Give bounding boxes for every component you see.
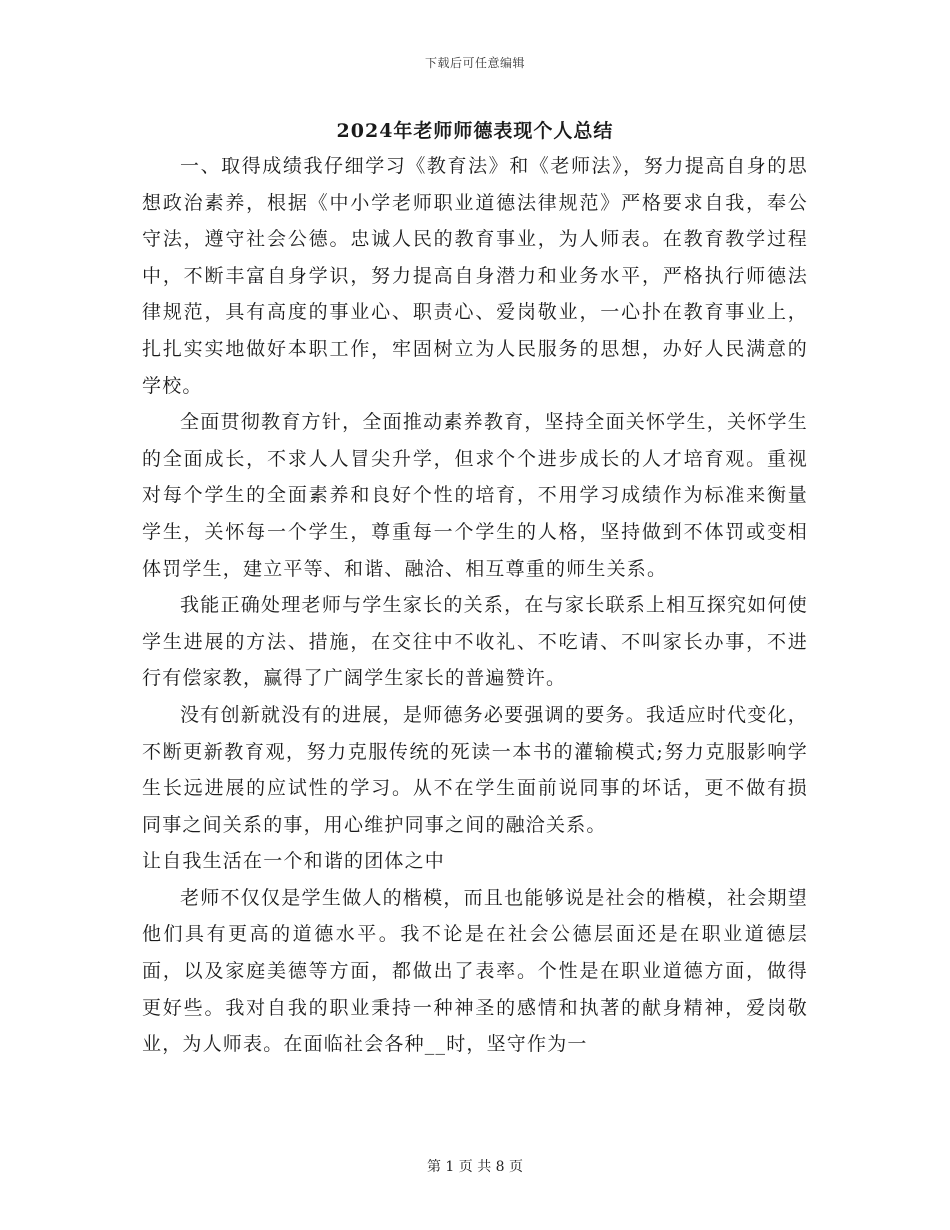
page-footer: 第 1 页 共 8 页 [426,1159,524,1175]
paragraph-3: 我能正确处理老师与学生家长的关系，在与家长联系上相互探究如何使学生进展的方法、措施，在交往中不收礼、不吃请、不叫家长办事，不进行有偿家教，赢得了广阔学生家长的普遍赞许。 [142,594,808,690]
paragraph-4: 没有创新就没有的进展，是师德务必要强调的要务。我适应时代变化，不断更新教育观，努力克服传统的死读一本书的灌输模式;努力克服影响学生长远进展的应试性的学习。从不在学生面前说同事的坏话，更不做有损同事之间关系的事，用心维护同事之间的融洽关系。 [142,703,808,836]
paragraph-6: 老师不仅仅是学生做人的楷模，而且也能够说是社会的楷模，社会期望他们具有更高的道德水平。我不论是在社会公德层面还是在职业道德层面，以及家庭美德等方面，都做出了表率。个性是在职业道德方面，做得更好些。我对自我的职业秉持一种神圣的感情和执著的献身精神，爱岗敬业，为人师表。在面临社会各种__时，坚守作为一 [142,886,808,1056]
paragraph-1: 一、取得成绩我仔细学习《教育法》和《老师法》，努力提高自身的思想政治素养，根据《中小学老师职业道德法律规范》严格要求自我，奉公守法，遵守社会公德。忠诚人民的教育事业，为人师表。在教育教学过程中，不断丰富自身学识，努力提高自身潜力和业务水平，严格执行师德法律规范，具有高度的事业心、职责心、爱岗敬业，一心扑在教育事业上，扎扎实实地做好本职工作，牢固树立为人民服务的思想，办好人民满意的学校。 [142,155,808,397]
document-title: 2024年老师师德表现个人总结 [336,120,614,142]
paragraph-5: 让自我生活在一个和谐的团体之中 [142,850,446,873]
paragraph-2: 全面贯彻教育方针，全面推动素养教育，坚持全面关怀学生，关怀学生的全面成长，不求人人冒尖升学，但求个个进步成长的人才培育观。重视对每个学生的全面素养和良好个性的培育，不用学习成绩作为标准来衡量学生，关怀每一个学生，尊重每一个学生的人格，坚持做到不体罚或变相体罚学生，建立平等、和谐、融洽、相互尊重的师生关系。 [142,411,808,580]
document-body [142,148,808,1063]
header-note: 下载后可任意编辑 [424,56,525,70]
